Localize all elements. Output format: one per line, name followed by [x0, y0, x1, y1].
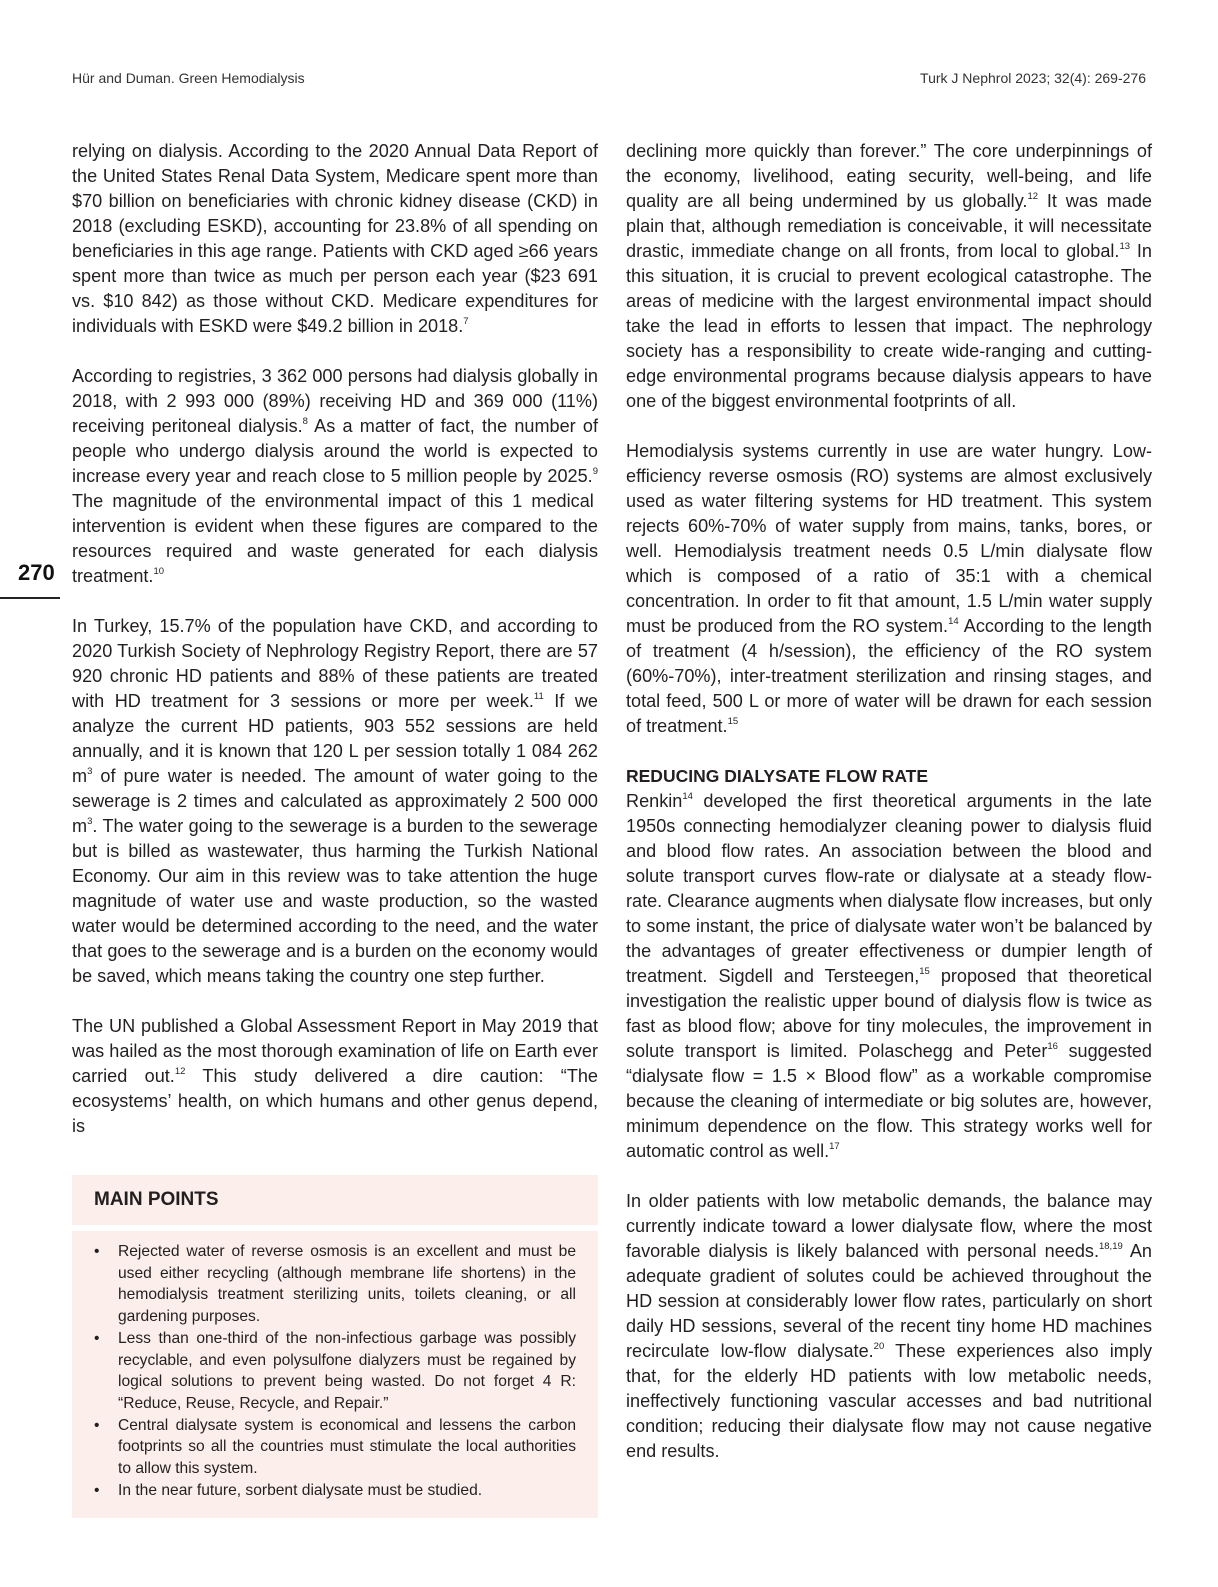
main-points-body — [72, 1231, 598, 1518]
citation-ref: 17 — [829, 1141, 840, 1152]
paragraph-usrds-spending: relying on dialysis. According to the 2020 Annual Data Report of the United States Renal Data System, Medicare spent more than $70 billion on beneficiaries with chronic kidney disease (CKD) in 2018 (excluding ESKD), accounting for 23.8% of all spending on beneficiaries in this age range. Patients with CKD aged ≥66 years spent more than twice as much per person each year ($23 691 vs. $10 842) as those without CKD. Medicare expenditures for individuals with ESKD were $49.2 billion in 2018.$^7$ — [72, 141, 598, 336]
citation-ref: 14 — [948, 616, 959, 627]
main-point-item: • Rejected water of reverse osmosis is an excellent and must be used either recycling (although membrane life shortens) in the hemodialysis treatment sterilizing units, toilets cleaning, or all gardening purposes. — [94, 1243, 576, 1326]
citation-ref: 9 — [592, 466, 598, 477]
right-column — [626, 139, 1152, 1489]
paragraph-older-patients: In older patients with low metabolic demands, the balance may currently indicate toward a lower dialysate flow, where the most favorable dialysis is likely balanced with personal needs.$^{18,19}$ An adequate gradient of solutes could be achieved throughout the HD session at considerably lower flow rates, particularly on short daily HD sessions, several of the recent tiny home HD machines recirculate low-flow dialysate.$^{20}$ These experiences also imply that, for the elderly HD patients with low metabolic needs, ineffectively functioning vascular accesses and bad nutritional condition; reducing their dialysate flow may not cause negative end results. — [626, 1191, 1153, 1461]
citation-ref: 16 — [1047, 1041, 1058, 1052]
citation-ref: 15 — [919, 966, 930, 977]
main-points-list — [94, 1241, 576, 1501]
running-header-authors: Hür and Duman. Green Hemodialysis — [72, 70, 305, 86]
citation-ref: 12 — [1027, 191, 1039, 202]
section-heading: REDUCING DIALYSATE FLOW RATE — [626, 766, 929, 786]
superscript-exponent: 3 — [87, 816, 93, 827]
page-number-rule — [0, 597, 60, 599]
citation-ref: 15 — [727, 716, 739, 727]
citation-ref: 11 — [533, 691, 544, 702]
citation-ref: 13 — [1119, 241, 1131, 252]
citation-ref: 8 — [302, 416, 308, 427]
paragraph-renkin: Renkin$^{14}$ developed the first theoretical arguments in the late 1950s connecting hemodialyzer cleaning power to dialysis fluid and blood flow rates. An association between the blood and solute transport curves flow-rate or dialysate at a steady flow-rate. Clearance augments when dialysate flow increases, but only to some instant, the price of dialysate water won’t be balanced by the advantages of greater effectiveness or dumpier length of treatment. Sigdell and Tersteegen,$^{15}$ proposed that theoretical investigation the realistic upper bound of dialysis flow is twice as fast as blood flow; above for tiny molecules, the improvement in solute transport is limited. Polaschegg and Peter$^{16}$ suggested “dialysate flow = 1.5 × Blood flow” as a workable compromise because the cleaning of intermediate or big solutes are, however, minimum dependence on the flow. This strategy works well for automatic control as well.$^{17}$ — [626, 791, 1153, 1161]
bullet-icon: • — [94, 1481, 100, 1499]
paragraph-turkey-hd: In Turkey, 15.7% of the population have CKD, and according to 2020 Turkish Society of Nephrology Registry Report, there are 57 920 chronic HD patients and 88% of these patients are treated with HD treatment for 3 sessions or more per week.$^{11}$ If we analyze the current HD patients, 903 552 sessions are held annually, and it is known that 120 L per session totally 1 084 262 $m^3$ of pure water is needed. The amount of water going to the sewerage is 2 times and calculated as approximately 2 500 000 $m^3$. The water going to the sewerage is a burden to the sewerage but is billed as wastewater, thus harming the Turkish National Economy. Our aim in this review was to take attention the huge magnitude of water use and waste production, so the wasted water would be determined according to the need, and the water that goes to the sewerage and is a burden on the economy would be saved, which means taking the country one step further. — [72, 616, 598, 986]
paragraph-ecosystem-decline: declining more quickly than forever.” The core underpinnings of the economy, livelihood, eating security, well-being, and life quality are all being undermined by us globally.$^{12}$ It was made plain that, although remediation is conceivable, it will necessitate drastic, immediate change on all fronts, from local to global.$^{13}$ In this situation, it is crucial to prevent ecological catastrophe. The areas of medicine with the largest environmental impact should take the lead in efforts to lessen that impact. The nephrology society has a responsibility to create wide-ranging and cutting-edge environmental programs because dialysis appears to have one of the biggest environmental footprints of all. — [626, 141, 1152, 411]
paragraph-global-dialysis: According to registries, 3 362 000 persons had dialysis globally in 2018, with 2 993 000 (89%) receiving HD and 369 000 (11%) receiving peritoneal dialysis.$^8$ As a matter of fact, the number of people who undergo dialysis around the world is expected to increase every year and reach close to 5 million people by 2025.$^9$ The magnitude of the environmental impact of this 1 medical intervention is evident when these figures are compared to the resources required and waste generated for each dialysis treatment.$^{10}$ — [72, 366, 599, 586]
main-point-item: • Central dialysate system is economical and lessens the carbon footprints so all the countries must stimulate the local authorities to allow this system. — [94, 1416, 576, 1478]
citation-ref: 12 — [174, 1066, 186, 1077]
main-point-item: • In the near future, sorbent dialysate must be studied. — [94, 1480, 576, 1502]
superscript-exponent: 3 — [87, 766, 93, 777]
main-point-item: • Less than one-third of the non-infectious garbage was possibly recyclable, and even polysulfone dialyzers must be regained by logical solutions to prevent being wasted. Do not forget 4 R: “Reduce, Reuse, Recycle, and Repair.” — [94, 1329, 576, 1412]
citation-ref: 10 — [153, 566, 165, 577]
bullet-icon: • — [94, 1416, 100, 1434]
main-points-title: MAIN POINTS — [72, 1175, 598, 1225]
left-column — [72, 139, 598, 1164]
citation-ref: 7 — [463, 316, 469, 327]
citation-ref: 20 — [873, 1341, 885, 1352]
citation-ref: 14 — [682, 791, 693, 802]
bullet-icon: • — [94, 1329, 100, 1347]
main-points-box — [72, 1175, 598, 1518]
paragraph-ro-systems: Hemodialysis systems currently in use are water hungry. Low-efficiency reverse osmosis (RO) systems are almost exclusively used as water filtering systems for HD treatment. This system rejects 60%-70% of water supply from mains, tanks, bores, or well. Hemodialysis treatment needs 0.5 L/min dialysate flow which is composed of a ratio of 35:1 with a chemical concentration. In order to fit that amount, 1.5 L/min water supply must be produced from the RO system.$^{14}$ According to the length of treatment (4 h/session), the efficiency of the RO system (60%-70%), inter-treatment sterilization and rinsing stages, and total feed, 500 L or more of water will be drawn for each session of treatment.$^{15}$ — [626, 441, 1152, 736]
running-header — [72, 70, 1146, 90]
citation-ref: 18,19 — [1098, 1241, 1123, 1252]
running-header-citation: Turk J Nephrol 2023; 32(4): 269-276 — [920, 70, 1146, 86]
bullet-icon: • — [94, 1243, 100, 1260]
page-number: 270 — [18, 560, 55, 585]
paragraph-un-report: The UN published a Global Assessment Report in May 2019 that was hailed as the most thorough examination of life on Earth ever carried out.$^{12}$ This study delivered a dire caution: “The ecosystems’ health, on which humans and other genus depend, is — [72, 1016, 598, 1136]
